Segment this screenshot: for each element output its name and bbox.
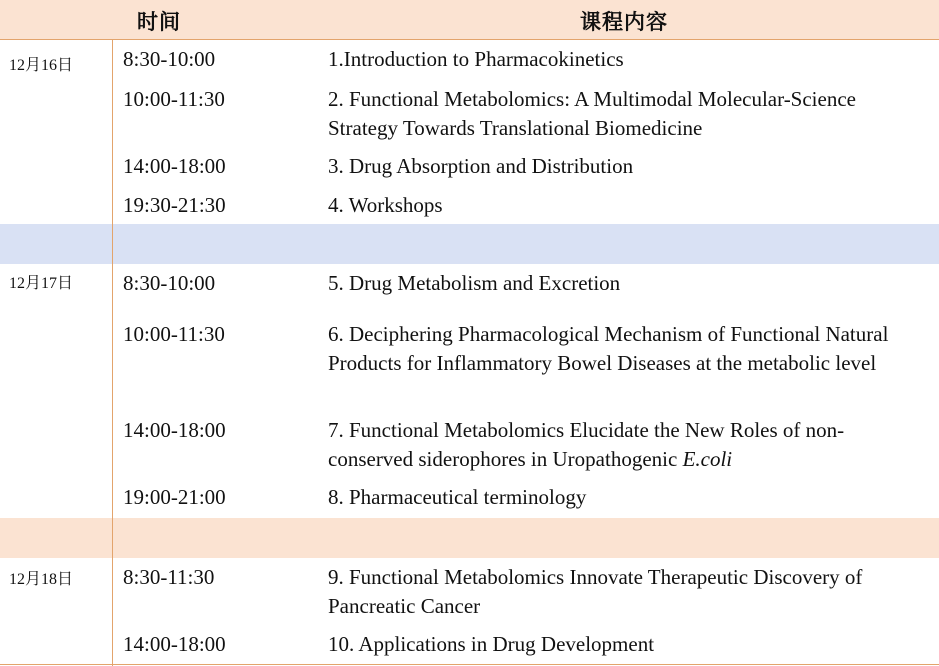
session-time: 8:30-10:00 bbox=[123, 47, 216, 71]
session-title-text: 7. Functional Metabolomics Elucidate the New Roles of non-conserved siderophores in Uropathogenic bbox=[328, 418, 845, 471]
date-cell: 12月16日 bbox=[9, 57, 74, 74]
session-title: 5. Drug Metabolism and Excretion bbox=[328, 271, 621, 295]
organism-name: E.coli bbox=[682, 447, 733, 471]
table-header bbox=[0, 0, 939, 40]
session-time: 14:00-18:00 bbox=[123, 632, 226, 656]
date-cell: 12月17日 bbox=[9, 275, 74, 292]
session-title: 9. Functional Metabolomics Innovate Therapeutic Discovery of Pancreatic Cancer bbox=[328, 565, 863, 618]
session-title: 3. Drug Absorption and Distribution bbox=[328, 154, 634, 178]
session-time: 14:00-18:00 bbox=[123, 418, 226, 442]
session-title: 10. Applications in Drug Development bbox=[328, 632, 655, 656]
separator-band bbox=[0, 224, 939, 264]
course-column-header: 课程内容 bbox=[580, 10, 668, 34]
session-time: 10:00-11:30 bbox=[123, 87, 225, 111]
session-time: 19:30-21:30 bbox=[123, 193, 226, 217]
session-title: 4. Workshops bbox=[328, 193, 443, 217]
session-title: 2. Functional Metabolomics: A Multimodal Molecular-Science Strategy Towards Translational Biomedicine bbox=[328, 87, 856, 140]
session-time: 10:00-11:30 bbox=[123, 322, 225, 346]
session-time: 8:30-10:00 bbox=[123, 271, 216, 295]
column-divider bbox=[112, 40, 113, 666]
session-title: 8. Pharmaceutical terminology bbox=[328, 485, 587, 509]
separator-band bbox=[0, 518, 939, 558]
session-title bbox=[328, 416, 928, 474]
session-title: 6. Deciphering Pharmacological Mechanism of Functional Natural Products for Inflammatory Bowel Diseases at the metabolic level bbox=[328, 322, 889, 375]
session-time: 14:00-18:00 bbox=[123, 154, 226, 178]
table-bottom-border bbox=[0, 664, 939, 665]
session-time: 8:30-11:30 bbox=[123, 565, 215, 589]
session-time: 19:00-21:00 bbox=[123, 485, 226, 509]
time-column-header: 时间 bbox=[137, 10, 181, 34]
session-title: 1.Introduction to Pharmacokinetics bbox=[328, 47, 624, 71]
date-cell: 12月18日 bbox=[9, 571, 74, 588]
